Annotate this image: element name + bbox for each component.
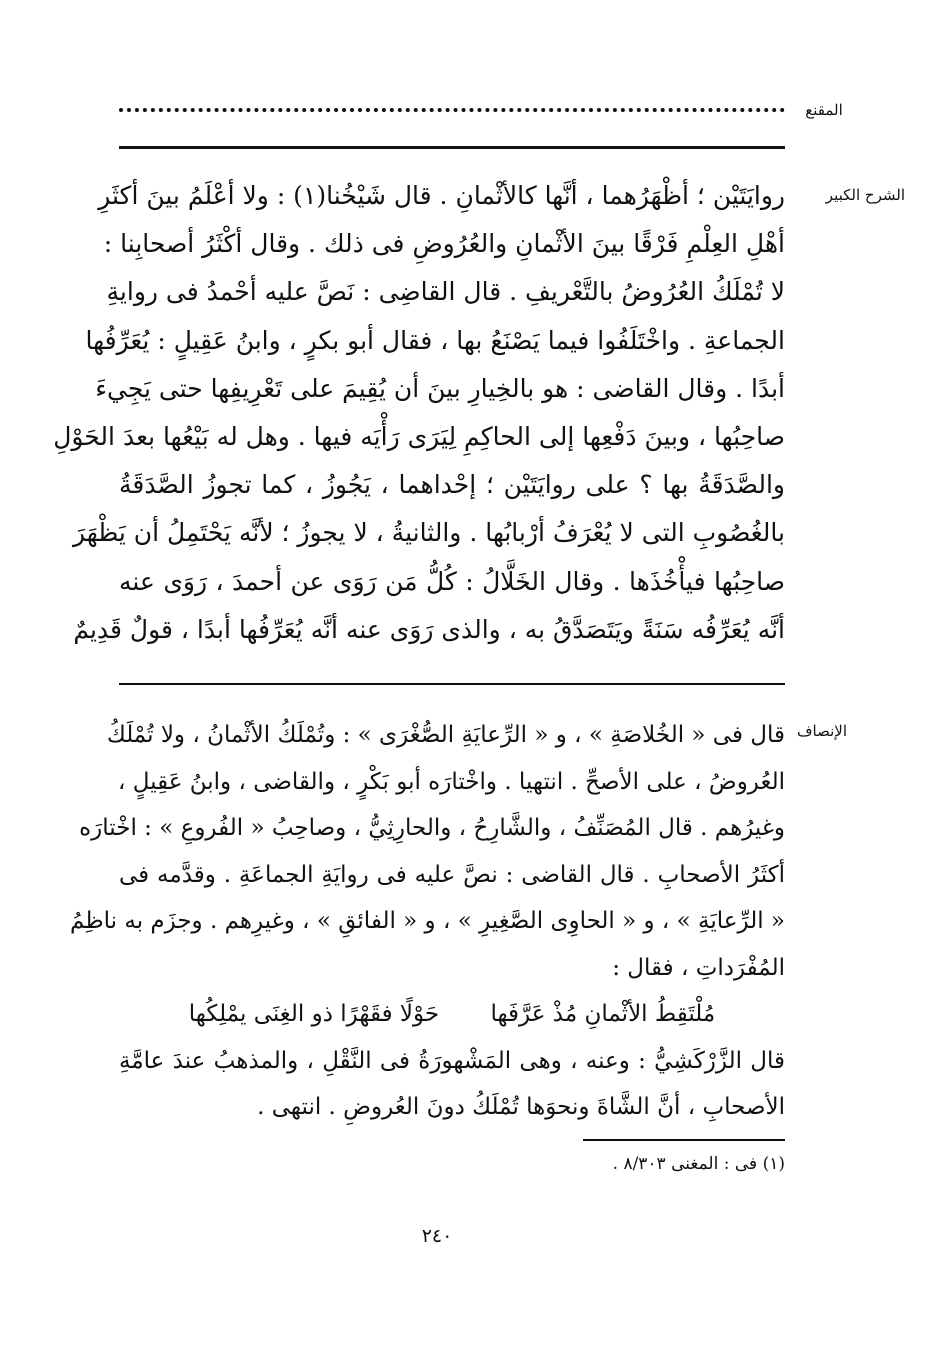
sharh-text: [53, 172, 785, 654]
footnote: (١) فى : المغنى ٨/٣٠٣ .: [612, 1154, 785, 1174]
sharh-line: صاحِبُها فيأْخُذَها . وقال الخَلَّالُ : كُلُّ مَن رَوَى عن أحمدَ ، رَوَى عنه: [119, 566, 785, 596]
running-header-title: المقنع: [805, 101, 843, 119]
verse-second-hemistich: حَوْلًا فقَهْرًا ذو الغِنَى يمْلِكُها: [188, 1001, 440, 1027]
insaf-line: المُفْرَداتِ ، فقال :: [612, 954, 785, 981]
sharh-line: أهْلِ العِلْمِ فَرْقًا بينَ الأثْمانِ والعُرُوضِ فى ذلك . وقال أكْثَرُ أصحابِنا :: [103, 229, 785, 259]
sharh-line: روايَتَيْن ؛ أظْهَرُهما ، أنَّها كالأثْمانِ . قال شَيْخُنا(١) : ولا أعْلَمُ بينَ أكثَرِ: [98, 181, 785, 210]
insaf-line: العُروضُ ، على الأصحِّ . انتهيا . واخْتارَه أبو بَكْرٍ ، والقاضى ، وابنُ عَقِيلٍ ،: [117, 768, 785, 795]
sharh-line: أنَّه يُعَرِّفُه سَنَةً ويَتَصَدَّقُ به ، والذى رَوَى عنه أنَّه يُعَرِّفُها أبدًا ، قولٌ قَدِيمٌ: [73, 614, 785, 644]
sharh-line: الجماعةِ . واخْتَلَفُوا فيما يَصْنَعُ بها ، فقال أبو بكرٍ ، وابنُ عَقِيلٍ : يُعَرِّفُها: [85, 325, 785, 355]
insaf-text: [70, 712, 785, 1131]
insaf-line: الأصحابِ ، أنَّ الشَّاةَ ونحوَها تُمْلَكُ دونَ العُروضِ . انتهى .: [257, 1094, 785, 1120]
page-number: ٢٤٠: [421, 1225, 453, 1247]
header-dotted-leader: [119, 108, 785, 112]
sharh-line: صاحِبُها ، وبينَ دَفْعِها إلى الحاكِمِ لِيَرَى رَأْيَه فيها . وهل له بَيْعُها بعدَ الحَوْلِ: [53, 421, 785, 451]
insaf-line: قال الزَّرْكَشِيُّ : وعنه ، وهى المَشْهورَةُ فى النَّقْلِ ، والمذهبُ عندَ عامَّةِ: [119, 1047, 785, 1074]
poetry-verse: [119, 991, 785, 1038]
sharh-line: والصَّدَقَةُ بها ؟ على روايَتَيْن ؛ إحْداهما ، يَجُوزُ ، كما تجوزُ الصَّدَقَةُ: [119, 470, 785, 500]
section-label-sharh: الشرح الكبير: [825, 186, 905, 204]
insaf-line: « الرِّعايَةِ » ، و « الحاوِى الصَّغِيرِ » ، و « الفائقِ » ، وغيرِهم . وجزَم به ناظِمُ: [70, 908, 785, 934]
insaf-line: وغيرُهم . قال المُصَنِّفُ ، والشَّارِحُ ، والحارِثِيُّ ، وصاحِبُ « الفُروعِ » : اخْتارَه: [79, 815, 785, 841]
header-rule: [119, 146, 785, 149]
insaf-line: قال فى « الخُلاصَةِ » ، و « الرِّعايَةِ الصُّغْرَى » : وتُمْلَكُ الأثْمانُ ، ولا تُمْلَكُ: [106, 722, 785, 748]
footnote-rule: [583, 1139, 785, 1141]
section-label-insaf: الإنصاف: [796, 722, 847, 740]
insaf-line: أكثَرُ الأصحابِ . قال القاضى : نصَّ عليه فى روايَةِ الجماعَةِ . وقدَّمه فى: [119, 861, 785, 888]
sharh-line: أبدًا . وقال القاضى : هو بالخِيارِ بينَ أن يُقِيمَ على تَعْرِيفِها حتى يَجِيءَ: [95, 373, 785, 403]
sharh-line: بالغُصُوبِ التى لا يُعْرَفُ أرْبابُها . والثانيةُ ، لا يجوزُ ؛ لأنَّه يَحْتَمِلُ أن يَظْهَرَ: [73, 518, 785, 548]
section-divider-rule: [119, 683, 785, 685]
sharh-line: لا تُمْلَكُ العُرُوضُ بالتَّعْريفِ . قال القاضِى : نَصَّ عليه أحْمدُ فى روايةِ: [106, 277, 785, 307]
verse-first-hemistich: مُلْتَقِطُ الأثْمانِ مُذْ عَرَّفَها: [490, 1001, 716, 1027]
